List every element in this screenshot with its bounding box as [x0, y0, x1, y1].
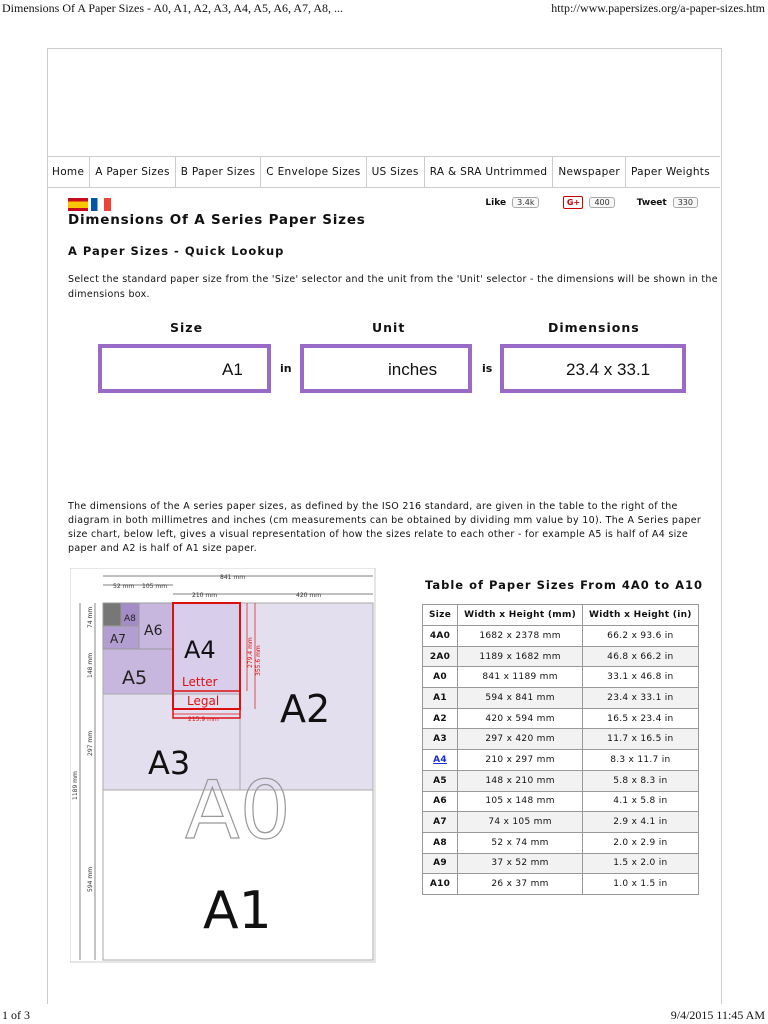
label-a7: A7	[110, 632, 126, 646]
a4-link[interactable]: A4	[423, 750, 458, 771]
cell-in: 1.0 x 1.5 in	[583, 874, 699, 895]
unit-label: Unit	[372, 320, 406, 335]
dim-210: 210 mm	[192, 592, 218, 599]
cell-in: 2.9 x 4.1 in	[583, 812, 699, 833]
dim-74: 74 mm	[87, 606, 94, 628]
cell-in: 1.5 x 2.0 in	[583, 853, 699, 874]
print-datetime: 9/4/2015 11:45 AM	[670, 1008, 765, 1022]
cell-in: 23.4 x 33.1 in	[583, 688, 699, 709]
print-url: http://www.papersizes.org/a-paper-sizes.htm	[551, 1, 765, 15]
banner-ad-area	[48, 49, 720, 156]
table-row	[423, 770, 699, 791]
google-plus-button[interactable]: G+	[563, 196, 583, 209]
is-text: is	[482, 362, 493, 375]
like-button[interactable]: Like	[485, 197, 507, 208]
cell-in: 33.1 x 46.8 in	[583, 667, 699, 688]
cell-mm: 74 x 105 mm	[458, 812, 583, 833]
table-row	[423, 729, 699, 750]
cell-mm: 148 x 210 mm	[458, 770, 583, 791]
table-row	[423, 626, 699, 647]
gplus-count: 400	[589, 197, 614, 208]
page-title: Dimensions Of A Series Paper Sizes	[68, 212, 366, 228]
table-header-row	[423, 605, 699, 626]
print-page-number: 1 of 3	[2, 1008, 30, 1022]
a9-region	[103, 603, 121, 626]
cell-mm: 37 x 52 mm	[458, 853, 583, 874]
cell-in: 11.7 x 16.5 in	[583, 729, 699, 750]
cell-mm: 841 x 1189 mm	[458, 667, 583, 688]
table-row	[423, 832, 699, 853]
dim-148: 148 mm	[87, 652, 94, 678]
print-footer	[0, 1002, 768, 1024]
dim-420: 420 mm	[296, 592, 322, 599]
cell-size: A10	[423, 874, 458, 895]
table-row	[423, 812, 699, 833]
cell-in: 8.3 x 11.7 in	[583, 750, 699, 771]
print-header	[0, 0, 768, 20]
label-a2: A2	[280, 687, 331, 731]
cell-size: A7	[423, 812, 458, 833]
cell-mm: 297 x 420 mm	[458, 729, 583, 750]
description-paragraph: The dimensions of the A series paper sizes, as defined by the ISO 216 standard, are given in the table to the right of the diagram in both millimetres and inches (cm measurements can be obtained by dividing mm value by 10). The A Series paper size chart, below left, gives a visual representation of how the sizes relate to each other - for example A5 is half of A4 size paper and A2 is half of A1 size paper.	[68, 501, 702, 554]
label-legal: Legal	[187, 694, 220, 708]
table-row	[423, 791, 699, 812]
table-row	[423, 646, 699, 667]
cell-in: 4.1 x 5.8 in	[583, 791, 699, 812]
nav-home[interactable]: Home	[47, 157, 90, 187]
label-a0: A0	[185, 764, 291, 857]
cell-size: 4A0	[423, 626, 458, 647]
nav-paper-weights[interactable]: Paper Weights	[630, 166, 710, 178]
cell-mm: 105 x 148 mm	[458, 791, 583, 812]
in-text: in	[280, 362, 292, 375]
label-a3: A3	[148, 744, 191, 782]
paper-sizes-table	[422, 604, 699, 895]
nav-us-sizes[interactable]: US Sizes	[367, 157, 425, 187]
dimensions-label: Dimensions	[548, 320, 640, 335]
size-select-value: A1	[222, 360, 243, 379]
dimensions-box	[500, 344, 686, 393]
section-heading: A Paper Sizes - Quick Lookup	[68, 244, 285, 258]
table-row	[423, 750, 699, 771]
dim-841: 841 mm	[220, 574, 246, 581]
cell-in: 16.5 x 23.4 in	[583, 708, 699, 729]
cell-size: A9	[423, 853, 458, 874]
nav-a-paper-sizes[interactable]: A Paper Sizes	[90, 157, 176, 187]
cell-size: A6	[423, 791, 458, 812]
dim-355: 355.6 mm	[255, 645, 262, 676]
table-row	[423, 688, 699, 709]
label-letter: Letter	[182, 675, 218, 689]
cell-mm: 1189 x 1682 mm	[458, 646, 583, 667]
tweet-button[interactable]: Tweet	[636, 197, 667, 208]
label-a5: A5	[122, 667, 148, 689]
table-row	[423, 667, 699, 688]
cell-mm: 26 x 37 mm	[458, 874, 583, 895]
unit-select[interactable]	[300, 344, 472, 393]
unit-select-value: inches	[388, 360, 438, 379]
cell-mm: 52 x 74 mm	[458, 832, 583, 853]
main-nav	[47, 156, 720, 188]
print-page-title: Dimensions Of A Paper Sizes - A0, A1, A2, A3, A4, A5, A6, A7, A8, ...	[2, 1, 344, 15]
cell-size: A3	[423, 729, 458, 750]
cell-size: A0	[423, 667, 458, 688]
cell-in: 2.0 x 2.9 in	[583, 832, 699, 853]
table-row	[423, 874, 699, 895]
social-buttons	[485, 196, 698, 209]
label-a6: A6	[144, 623, 163, 639]
size-select[interactable]	[98, 344, 271, 393]
table-row	[423, 853, 699, 874]
nav-c-envelope-sizes[interactable]: C Envelope Sizes	[261, 157, 366, 187]
cell-mm: 420 x 594 mm	[458, 708, 583, 729]
label-a1: A1	[203, 881, 272, 941]
label-a8: A8	[124, 614, 136, 624]
french-flag-icon[interactable]	[91, 198, 111, 211]
spanish-flag-icon[interactable]	[68, 198, 88, 211]
dim-105: 105 mm	[142, 583, 168, 590]
cell-size: A8	[423, 832, 458, 853]
cell-mm: 210 x 297 mm	[458, 750, 583, 771]
cell-mm: 594 x 841 mm	[458, 688, 583, 709]
cell-in: 66.2 x 93.6 in	[583, 626, 699, 647]
col-size: Size	[423, 605, 458, 626]
cell-in: 46.8 x 66.2 in	[583, 646, 699, 667]
like-count: 3.4k	[512, 197, 539, 208]
a-series-size-diagram	[70, 568, 380, 963]
nav-ra-sra[interactable]: RA & SRA Untrimmed	[425, 157, 554, 187]
dim-297: 297 mm	[87, 730, 94, 756]
cell-size: A2	[423, 708, 458, 729]
table-title: Table of Paper Sizes From 4A0 to A10	[425, 578, 704, 592]
nav-b-paper-sizes[interactable]: B Paper Sizes	[176, 157, 262, 187]
dimensions-value: 23.4 x 33.1	[566, 360, 651, 379]
cell-in: 5.8 x 8.3 in	[583, 770, 699, 791]
label-a4: A4	[184, 636, 216, 664]
dim-1189: 1189 mm	[72, 771, 79, 800]
cell-mm: 1682 x 2378 mm	[458, 626, 583, 647]
language-flags	[68, 198, 111, 210]
cell-size: A5	[423, 770, 458, 791]
col-mm: Width x Height (mm)	[458, 605, 583, 626]
size-label: Size	[170, 320, 204, 335]
cell-size: 2A0	[423, 646, 458, 667]
table-row	[423, 708, 699, 729]
dim-215: 215.9 mm	[188, 716, 219, 723]
col-in: Width x Height (in)	[583, 605, 699, 626]
intro-text: Select the standard paper size from the 'Size' selector and the unit from the 'Unit' selector - the dimensions will be shown in the dimensions box.	[68, 274, 718, 300]
dim-279: 279.4 mm	[247, 637, 254, 668]
dim-594: 594 mm	[87, 866, 94, 892]
dim-52: 52 mm	[113, 583, 135, 590]
cell-size: A1	[423, 688, 458, 709]
tweet-count: 330	[673, 197, 698, 208]
nav-newspaper[interactable]: Newspaper	[553, 157, 626, 187]
